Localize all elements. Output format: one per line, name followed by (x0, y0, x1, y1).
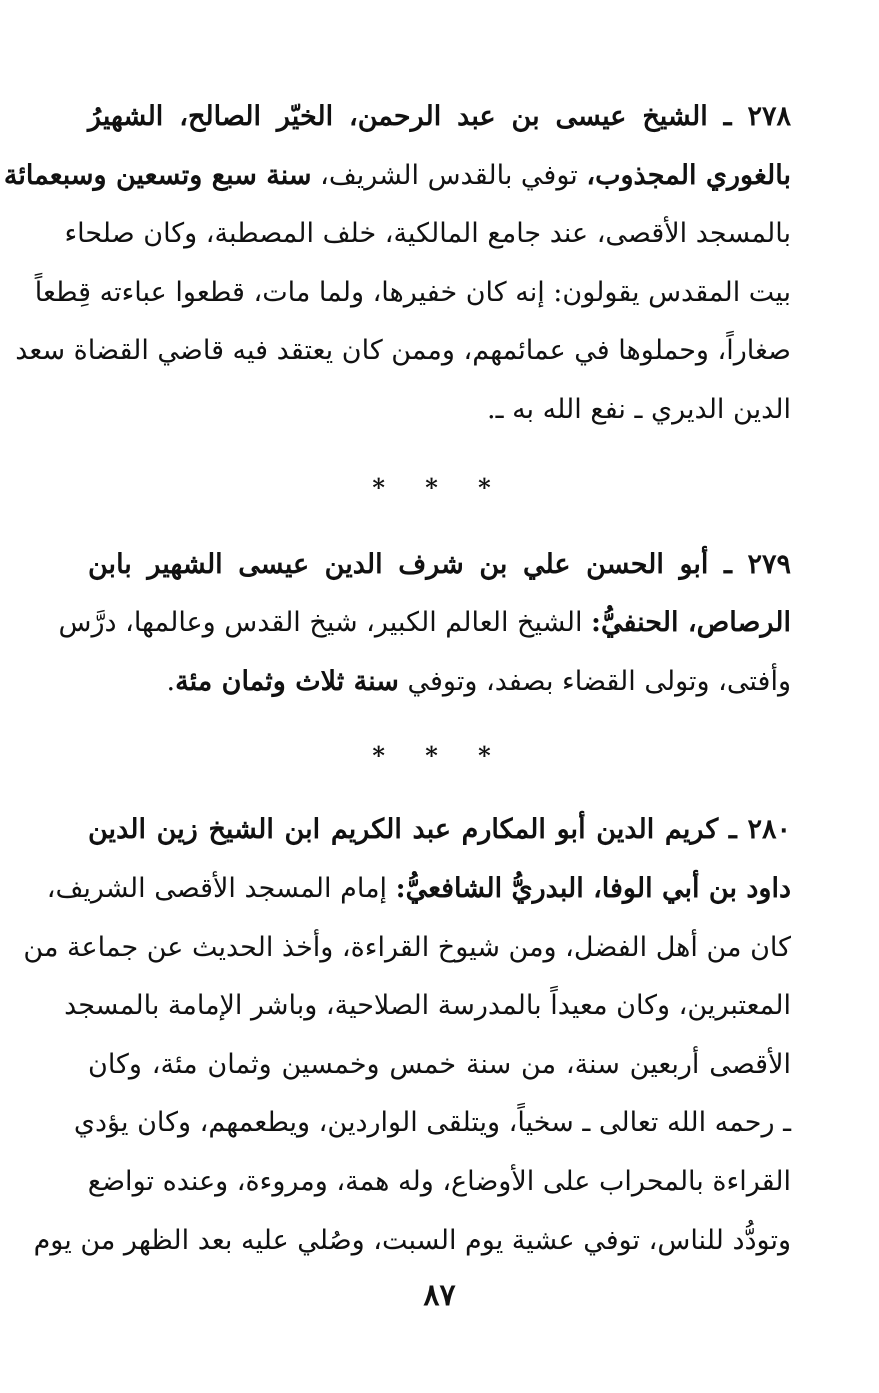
entry-279 (58, 536, 791, 712)
entry-text: وتودُّد للناس، توفي عشية يوم السبت، وصُلي عليه بعد الظهر من يوم (33, 1224, 791, 1256)
section-separator: * * * (372, 741, 507, 771)
section-separator: * * * (372, 472, 507, 502)
entry-line (88, 1036, 791, 1095)
entry-text: بالمسجد الأقصى، عند جامع المالكية، خلف المصطبة، وكان صلحاء (64, 218, 791, 250)
entry-line (46, 860, 791, 919)
entry-line (88, 1153, 791, 1212)
entry-line (3, 147, 791, 206)
entry-line (33, 1212, 791, 1271)
entry-text: كان من أهل الفضل، ومن شيوخ القراءة، وأخذ الحديث عن جماعة من (23, 931, 791, 963)
entry-text: الأقصى أربعين سنة، من سنة خمس وخمسين وثمان مئة، وكان (88, 1048, 791, 1080)
entry-heading: ٢٧٨ ـ الشيخ عيسى بن عبد الرحمن، الخيّر الصالح، الشهيرُ (88, 101, 791, 132)
entry-text: الدين الديري ـ نفع الله به ـ. (487, 393, 791, 425)
entry-text: بيت المقدس يقولون: إنه كان خفيرها، ولما مات، قطعوا عباءته قِطعاً (34, 276, 791, 308)
entry-text: . (166, 665, 176, 697)
book-page (3, 88, 791, 1270)
entry-text: ـ رحمه الله تعالى ـ سخياً، ويتلقى الواردين، ويطعمهم، وكان يؤدي (73, 1107, 791, 1139)
entry-278 (3, 88, 791, 440)
entry-heading: ٢٨٠ ـ كريم الدين أبو المكارم عبد الكريم ابن الشيخ زين الدين (88, 814, 791, 846)
entry-text: الشيخ العالم الكبير، شيخ القدس وعالمها، درَّس (58, 607, 592, 639)
entry-heading: الرصاص، الحنفيُّ: (591, 607, 791, 639)
entry-line (88, 801, 791, 860)
entry-date: سنة سبع وتسعين وسبعمائة (3, 159, 312, 191)
entry-line (64, 977, 791, 1036)
entry-line (88, 653, 791, 712)
page-number: ٨٧ (423, 1278, 456, 1313)
entry-text: المعتبرين، وكان معيداً بالمدرسة الصلاحية، وباشر الإمامة بالمسجد (64, 990, 791, 1022)
entry-line (88, 88, 791, 147)
entry-text: صغاراً، وحملوها في عمائمهم، وممن كان يعتقد فيه قاضي القضاة سعد (15, 335, 791, 367)
entry-line (64, 205, 791, 264)
entry-line (34, 264, 791, 323)
entry-heading: ٢٧٩ ـ أبو الحسن علي بن شرف الدين عيسى الشهير بابن (88, 548, 791, 580)
entry-line (88, 536, 791, 595)
entry-text: إمام المسجد الأقصى الشريف، (46, 872, 396, 904)
entry-line (88, 381, 791, 440)
entry-line (23, 919, 791, 978)
entry-text: توفي بالقدس الشريف، (311, 159, 587, 191)
entry-280 (23, 801, 791, 1270)
entry-heading: بالغوري المجذوب، (586, 159, 791, 191)
entry-heading: داود بن أبي الوفا، البدريُّ الشافعيُّ: (395, 872, 791, 904)
entry-line (73, 1094, 791, 1153)
entry-text: وأفتى، وتولى القضاء بصفد، وتوفي (398, 665, 791, 697)
entry-text: القراءة بالمحراب على الأوضاع، وله همة، ومروءة، وعنده تواضع (87, 1165, 791, 1197)
entry-date: سنة ثلاث وثمان مئة (175, 665, 399, 697)
entry-line (58, 594, 791, 653)
entry-line (15, 322, 791, 381)
